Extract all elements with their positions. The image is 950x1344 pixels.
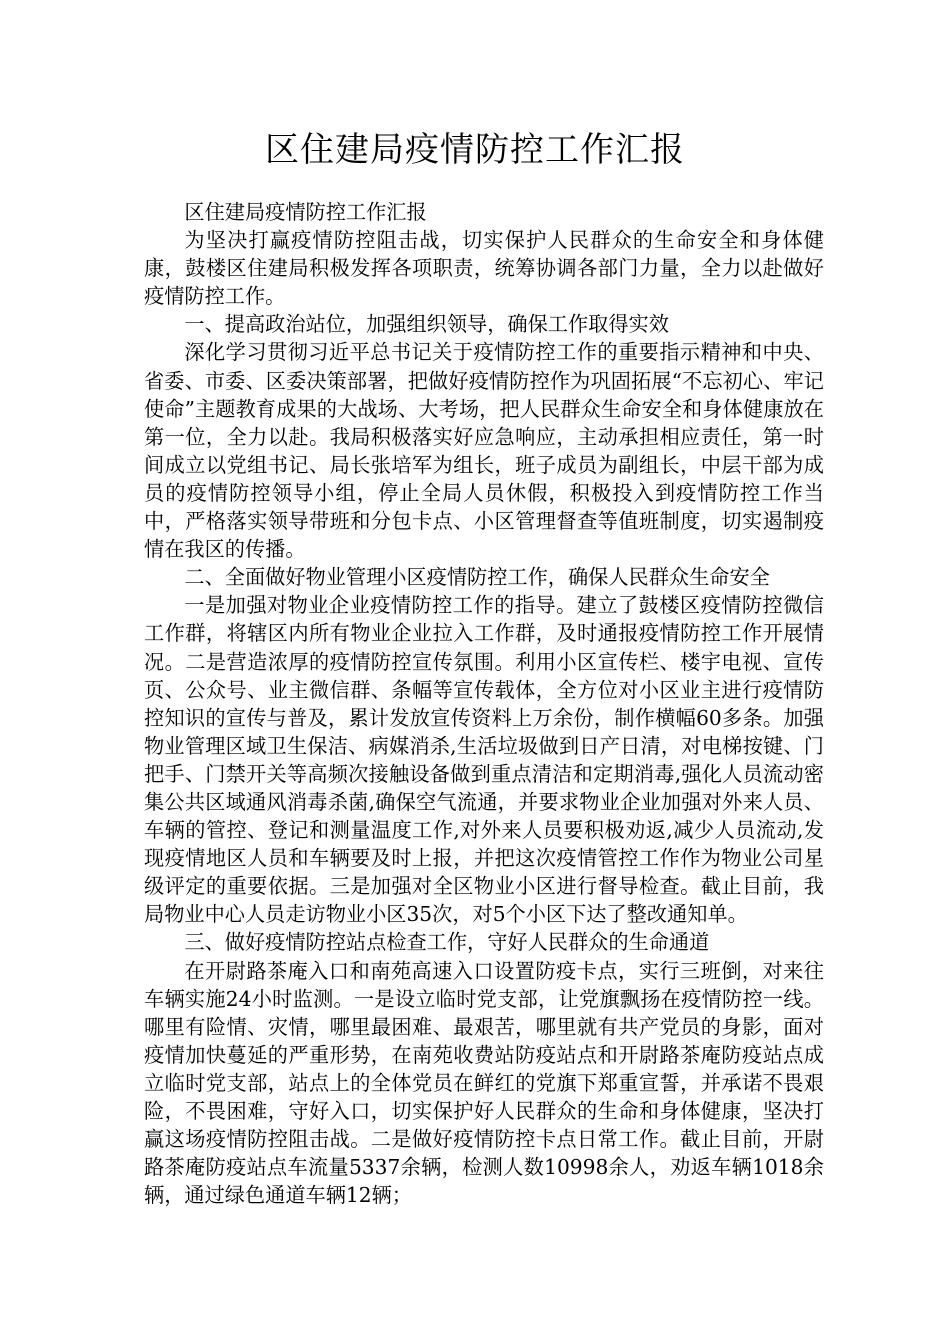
section-3-paragraph: 在开尉路茶庵入口和南苑高速入口设置防疫卡点，实行三班倒，对来往车辆实施24小时监测。一是设立临时党支部，让党旗飘扬在疫情防控一线。哪里有险情、灾情，哪里最困难、最艰苦，哪里就有共产党员的身影，面对疫情加快蔓延的严重形势，在南苑收费站防疫站点和开尉路茶庵防疫站点成立临时党支部，站点上的全体党员在鲜红的党旗下郑重宣誓，并承诺不畏艰险，不畏困难，守好入口，切实保护好人民群众的生命和身体健康，坚决打赢这场疫情防控阻击战。二是做好疫情防控卡点日常工作。截止目前，开尉路茶庵防疫站点车流量5337余辆，检测人数10998余人，劝返车辆1018余辆，通过绿色通道车辆12辆；: [144, 958, 824, 1208]
section-heading-2: 二、全面做好物业管理小区疫情防控工作，确保人民群众生命安全: [184, 565, 770, 590]
section-2-paragraph: 一是加强对物业企业疫情防控工作的指导。建立了鼓楼区疫情防控微信工作群，将辖区内所有物业企业拉入工作群，及时通报疫情防控工作开展情况。二是营造浓厚的疫情防控宣传氛围。利用小区宣传栏、楼宇电视、宣传页、公众号、业主微信群、条幅等宣传载体，全方位对小区业主进行疫情防控知识的宣传与普及，累计发放宣传资料上万余份，制作横幅60多条。加强物业管理区域卫生保洁、病媒消杀,生活垃圾做到日产日清，对电梯按键、门把手、门禁开关等高频次接触设备做到重点清洁和定期消毒,强化人员流动密集公共区域通风消毒杀菌,确保空气流通，并要求物业企业加强对外来人员、车辆的管控、登记和测量温度工作,对外来人员要积极劝返,减少人员流动,发现疫情地区人员和车辆要及时上报，并把这次疫情管控工作作为物业公司星级评定的重要依据。三是加强对全区物业小区进行督导检查。截止目前，我局物业中心人员走访物业小区35次，对5个小区下达了整改通知单。: [144, 593, 824, 927]
subtitle-paragraph: 区住建局疫情防控工作汇报: [184, 200, 427, 224]
section-heading-3: 三、做好疫情防控站点检查工作，守好人民群众的生命通道: [184, 930, 710, 955]
section-heading-1: 一、提高政治站位，加强组织领导，确保工作取得实效: [184, 312, 669, 337]
intro-paragraph: 为坚决打赢疫情防控阻击战，切实保护人民群众的生命安全和身体健康，鼓楼区住建局积极发挥各项职责，统筹协调各部门力量，全力以赴做好疫情防控工作。: [144, 228, 824, 309]
document-title: 区住建局疫情防控工作汇报: [265, 130, 685, 170]
document-body: [144, 198, 824, 1209]
section-1-paragraph: 深化学习贯彻习近平总书记关于疫情防控工作的重要指示精神和中央、省委、市委、区委决策部署，把做好疫情防控作为巩固拓展“不忘初心、牢记使命”主题教育成果的大战场、大考场，把人民群众生命安全和身体健康放在第一位，全力以赴。我局积极落实好应急响应，主动承担相应责任，第一时间成立以党组书记、局长张培军为组长，班子成员为副组长，中层干部为成员的疫情防控领导小组，停止全局人员休假，积极投入到疫情防控工作当中，严格落实领导带班和分包卡点、小区管理督查等值班制度，切实遏制疫情在我区的传播。: [144, 340, 824, 562]
